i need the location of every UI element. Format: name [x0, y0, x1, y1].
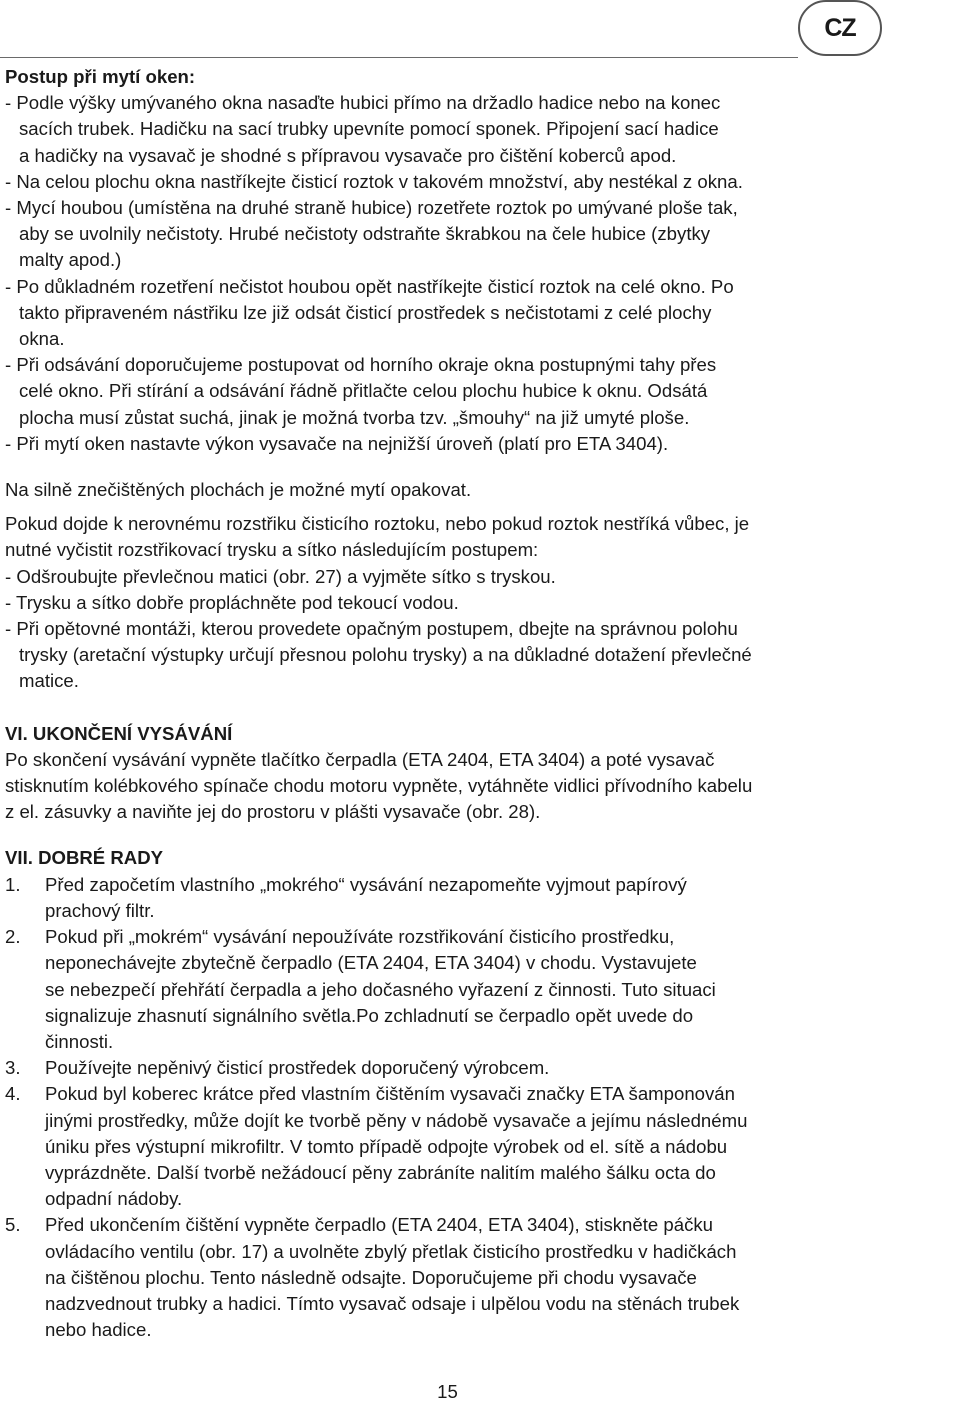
header-rule	[0, 57, 798, 58]
bullet-line: - Mycí houbou (umístěna na druhé straně hubice) rozetřete roztok po umývané ploše tak,	[5, 197, 738, 219]
advice-number	[5, 1029, 45, 1055]
bullet-item	[5, 352, 895, 431]
advice-line: odpadní nádoby.	[45, 1188, 183, 1210]
advice-item	[5, 924, 895, 1055]
advice-line: Používejte nepěnivý čisticí prostředek doporučený výrobcem.	[45, 1057, 550, 1079]
advice-number	[5, 1291, 45, 1317]
advice-line: Před započetím vlastního „mokrého“ vysávání nezapomeňte vyjmout papírový	[45, 873, 687, 895]
section-vi-text	[5, 747, 895, 826]
advice-item	[5, 1055, 895, 1081]
bullet-line: - Při mytí oken nastavte výkon vysavače na nejnižší úroveň (platí pro ETA 3404).	[5, 432, 669, 454]
bullet-item	[5, 590, 895, 616]
advice-line: signalizuje zhasnutí signálního světla.Po zchladnutí se čerpadlo opět uvede do	[45, 1004, 694, 1026]
advice-line: Pokud při „mokrém“ vysávání nepoužíváte rozstřikování čisticího prostředku,	[45, 926, 675, 948]
advice-number	[5, 1160, 45, 1186]
nozzle-cleaning-steps	[5, 564, 895, 695]
paragraph-line: Pokud dojde k nerovnému rozstřiku čisticího roztoku, nebo pokud roztok nestříká vůbec, je	[5, 513, 750, 535]
bullet-line: aby se uvolnily nečistoty. Hrubé nečistoty odstraňte škrabkou na čele hubice (zbytky	[19, 223, 711, 245]
advice-line: vyprázdněte. Další tvorbě nežádoucí pěny zabráníte nalitím malého šálku octa do	[45, 1161, 716, 1183]
window-washing-bullets	[5, 90, 895, 457]
advice-number	[5, 1134, 45, 1160]
bullet-line: takto připraveném nástřiku lze již odsát čisticí prostředek s nečistotami z celé plochy	[19, 301, 712, 323]
advice-number	[5, 898, 45, 924]
advice-number	[5, 1239, 45, 1265]
window-washing-heading: Postup při mytí oken:	[5, 66, 196, 87]
bullet-line: - Podle výšky umývaného okna nasaďte hubici přímo na držadlo hadice nebo na konec	[5, 92, 721, 114]
good-advice-list	[5, 872, 895, 1344]
bullet-line: sacích trubek. Hadičku na sací trubky upevníte pomocí sponek. Připojení sací hadice	[19, 118, 719, 140]
advice-line: nebo hadice.	[45, 1319, 152, 1341]
bullet-line: trysky (aretační výstupky určují přesnou polohu trysky) a na důkladné dotažení převlečné	[19, 644, 752, 666]
document-body	[5, 64, 895, 1343]
advice-line: činnosti.	[45, 1030, 114, 1052]
bullet-item	[5, 274, 895, 353]
advice-number	[5, 1186, 45, 1212]
advice-number	[5, 1317, 45, 1343]
paragraph-line: z el. zásuvky a naviňte jej do prostoru v plášti vysavače (obr. 28).	[5, 801, 541, 823]
bullet-item	[5, 616, 895, 695]
bullet-line: - Odšroubujte převlečnou matici (obr. 27) a vyjměte sítko s tryskou.	[5, 565, 556, 587]
bullet-line: matice.	[19, 670, 79, 692]
bullet-item	[5, 564, 895, 590]
bullet-line: celé okno. Při stírání a odsávání řádně přitlačte celou plochu hubice k oknu. Odsátá	[19, 380, 708, 402]
bullet-line: - Na celou plochu okna nastříkejte čisticí roztok v takovém množství, aby nestékal z okna.	[5, 170, 743, 192]
advice-line: nadzvednout trubky a hadici. Tímto vysavač odsaje i ulpělou vodu na stěnách trubek	[45, 1292, 740, 1314]
advice-item	[5, 1212, 895, 1343]
advice-number: 2.	[5, 926, 21, 948]
advice-item	[5, 872, 895, 924]
advice-line: Pokud byl koberec krátce před vlastním čištěním vysavači značky ETA šamponován	[45, 1083, 735, 1105]
bullet-item	[5, 431, 895, 457]
advice-line: Před ukončením čištění vypněte čerpadlo (ETA 2404, ETA 3404), stiskněte páčku	[45, 1214, 714, 1236]
advice-line: ovládacího ventilu (obr. 17) a uvolněte zbylý přetlak čisticího prostředku v hadičkách	[45, 1240, 737, 1262]
bullet-item	[5, 169, 895, 195]
paragraph-line: Po skončení vysávání vypněte tlačítko čerpadla (ETA 2404, ETA 3404) a poté vysavač	[5, 748, 715, 770]
advice-number	[5, 950, 45, 976]
paragraph-line: stisknutím kolébkového spínače chodu motoru vypněte, vytáhněte vidlici přívodního kabelu	[5, 775, 753, 797]
section-vi-heading: VI. UKONČENÍ VYSÁVÁNÍ	[5, 722, 233, 744]
advice-line: na čištěnou plochu. Tento následně odsajte. Doporučujeme při chodu vysavače	[45, 1266, 697, 1288]
advice-number: 4.	[5, 1083, 21, 1105]
bullet-line: plocha musí zůstat suchá, jinak je možná tvorba tzv. „šmouhy“ na již umyté ploše.	[19, 406, 690, 428]
bullet-line: - Trysku a sítko dobře propláchněte pod tekoucí vodou.	[5, 591, 459, 613]
advice-number	[5, 977, 45, 1003]
advice-number	[5, 1108, 45, 1134]
advice-line: úniku přes výstupní mikrofiltr. V tomto případě odpojte výrobek od el. sítě a nádobu	[45, 1135, 728, 1157]
page-number: 15	[437, 1381, 458, 1402]
section-vii-heading: VII. DOBRÉ RADY	[5, 847, 164, 869]
bullet-line: malty apod.)	[19, 249, 122, 271]
bullet-item	[5, 195, 895, 274]
bullet-line: okna.	[19, 328, 65, 350]
advice-number: 1.	[5, 873, 21, 895]
advice-line: neponechávejte zbytečně čerpadlo (ETA 2404, ETA 3404) v chodu. Vystavujete	[45, 952, 697, 974]
advice-line: se nebezpečí přehřátí čerpadla a jeho dočasného vyřazení z činnosti. Tuto situaci	[45, 978, 716, 1000]
advice-number: 5.	[5, 1214, 21, 1236]
bullet-item	[5, 90, 895, 169]
bullet-line: - Při opětovné montáži, kterou provedete opačným postupem, dbejte na správnou polohu	[5, 618, 738, 640]
advice-line: jinými prostředky, může dojít ke tvorbě pěny v nádobě vysavače a jejímu následnému	[45, 1109, 748, 1131]
advice-number	[5, 1003, 45, 1029]
nozzle-intro	[5, 511, 895, 563]
advice-item	[5, 1081, 895, 1212]
repeat-note: Na silně znečištěných plochách je možné mytí opakovat.	[5, 479, 472, 501]
bullet-line: a hadičky na vysavač je shodné s přípravou vysavače pro čištění koberců apod.	[19, 144, 677, 166]
advice-number	[5, 1265, 45, 1291]
bullet-line: - Při odsávání doporučujeme postupovat od horního okraje okna postupnými tahy přes	[5, 354, 717, 376]
paragraph-line: nutné vyčistit rozstřikovací trysku a sítko následujícím postupem:	[5, 539, 539, 561]
advice-line: prachový filtr.	[45, 899, 155, 921]
language-badge: CZ	[798, 0, 882, 56]
advice-number: 3.	[5, 1057, 21, 1079]
bullet-line: - Po důkladném rozetření nečistot houbou opět nastříkejte čisticí roztok na celé okno. Po	[5, 275, 734, 297]
